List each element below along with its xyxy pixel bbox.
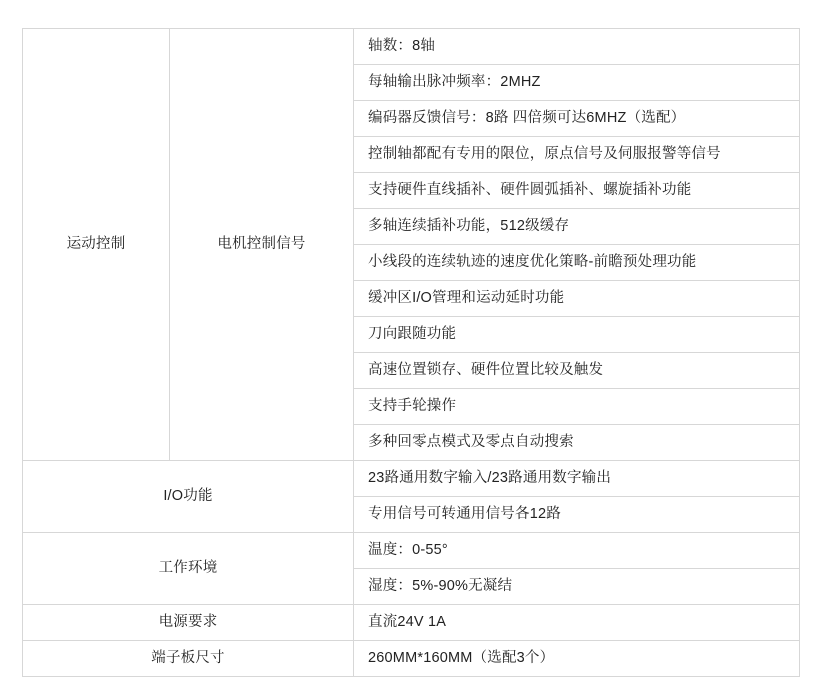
detail-cell: 每轴输出脉冲频率：2MHZ (354, 65, 800, 101)
group-label-working-environment: 工作环境 (23, 533, 354, 605)
detail-cell: 多轴连续插补功能，512级缓存 (354, 209, 800, 245)
table-row (23, 533, 800, 569)
detail-cell: 湿度：5%-90%无凝结 (354, 569, 800, 605)
detail-cell: 编码器反馈信号：8路 四倍频可达6MHZ（选配） (354, 101, 800, 137)
group-label-terminal-board-size: 端子板尺寸 (23, 641, 354, 677)
specifications-table (22, 28, 800, 677)
detail-cell: 多种回零点模式及零点自动搜索 (354, 425, 800, 461)
detail-cell: 缓冲区I/O管理和运动延时功能 (354, 281, 800, 317)
table-row (23, 461, 800, 497)
detail-cell: 刀向跟随功能 (354, 317, 800, 353)
detail-cell: 温度：0-55° (354, 533, 800, 569)
group-label-power-requirement: 电源要求 (23, 605, 354, 641)
sub-label-motor-control-signal: 电机控制信号 (170, 29, 354, 461)
detail-cell: 轴数：8轴 (354, 29, 800, 65)
table-row (23, 29, 800, 65)
detail-cell: 260MM*160MM（选配3个） (354, 641, 800, 677)
detail-cell: 直流24V 1A (354, 605, 800, 641)
table-row (23, 605, 800, 641)
group-label-motion-control: 运动控制 (23, 29, 170, 461)
detail-cell: 23路通用数字输入/23路通用数字输出 (354, 461, 800, 497)
detail-cell: 支持手轮操作 (354, 389, 800, 425)
detail-cell: 控制轴都配有专用的限位，原点信号及伺服报警等信号 (354, 137, 800, 173)
group-label-io-function: I/O功能 (23, 461, 354, 533)
detail-cell: 支持硬件直线插补、硬件圆弧插补、螺旋插补功能 (354, 173, 800, 209)
table-row (23, 641, 800, 677)
detail-cell: 高速位置锁存、硬件位置比较及触发 (354, 353, 800, 389)
detail-cell: 小线段的连续轨迹的速度优化策略-前瞻预处理功能 (354, 245, 800, 281)
detail-cell: 专用信号可转通用信号各12路 (354, 497, 800, 533)
